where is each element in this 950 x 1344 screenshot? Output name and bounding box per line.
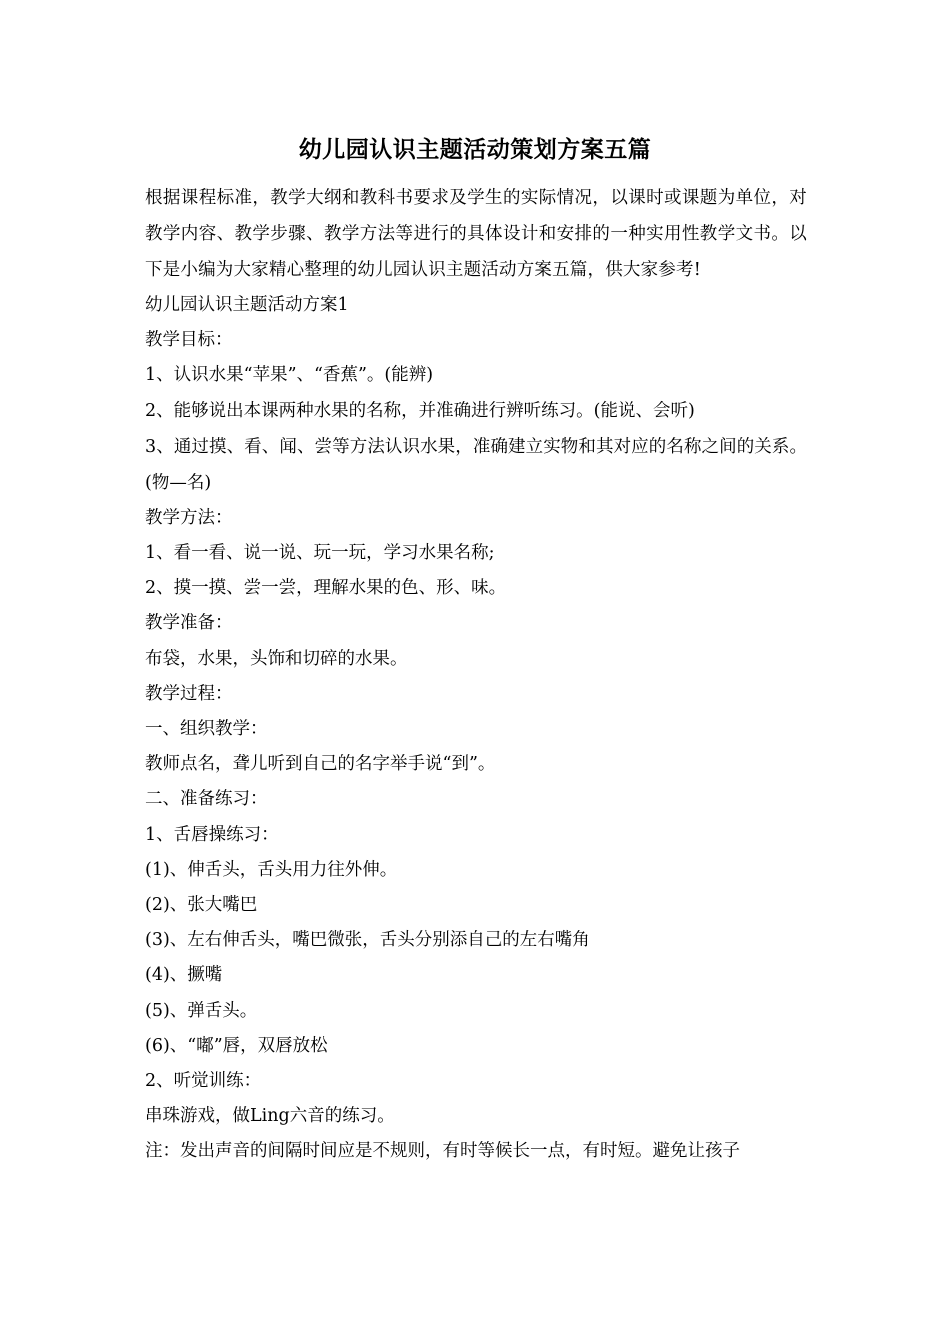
content-line: 一、组织教学： [145,719,268,740]
content-line: 2、听觉训练： [145,1071,262,1092]
content-line: 2、摸一摸、尝一尝，理解水果的色、形、味。 [145,578,507,599]
content-line: 注：发出声音的间隔时间应是不规则，有时等候长一点，有时短。避免让孩子 [145,1141,740,1162]
content-line: 1、舌唇操练习： [145,824,279,845]
content-line: (4)、撅嘴 [145,965,223,986]
content-line: 教学方法： [145,507,233,528]
content-line: 3、通过摸、看、闻、尝等方法认识水果，准确建立实物和其对应的名称之间的关系。 (物—名) [145,436,807,493]
content-line: 1、认识水果“苹果”、“香蕉”。(能辨) [145,365,434,386]
content-line: 教学目标： [145,330,233,351]
content-line: 幼儿园认识主题活动方案1 [145,295,349,315]
content-line: 串珠游戏，做Ling六音的练习。 [145,1106,395,1127]
content-line: 教学过程： [145,683,233,704]
intro-paragraph: 根据课程标准，教学大纲和教科书要求及学生的实际情况，以课时或课题为单位，对教学内容、教学步骤、教学方法等进行的具体设计和安排的一种实用性教学文书。以下是小编为大家精心整理的幼儿园认识主题活动方案五篇，供大家参考! [145,188,807,280]
content-line: (6)、“嘟”唇，双唇放松 [145,1035,328,1056]
content-line: (3)、左右伸舌头，嘴巴微张，舌头分别添自己的左右嘴角 [145,930,590,951]
content-line: (1)、伸舌头，舌头用力往外伸。 [145,859,398,880]
content-line: (5)、弹舌头。 [145,1000,258,1021]
content-line: 教师点名，聋儿听到自己的名字举手说“到”。 [145,754,496,775]
document-title: 幼儿园认识主题活动策划方案五篇 [298,136,652,163]
document-body [145,180,807,1170]
content-line: (2)、张大嘴巴 [145,895,258,916]
content-line: 布袋，水果，头饰和切碎的水果。 [145,648,408,669]
content-line: 1、看一看、说一说、玩一玩，学习水果名称; [145,543,495,564]
content-line: 2、能够说出本课两种水果的名称，并准确进行辨听练习。(能说、会听) [145,400,695,421]
content-line: 二、准备练习： [145,789,268,810]
content-lines [145,288,807,1170]
content-line: 教学准备： [145,613,233,634]
